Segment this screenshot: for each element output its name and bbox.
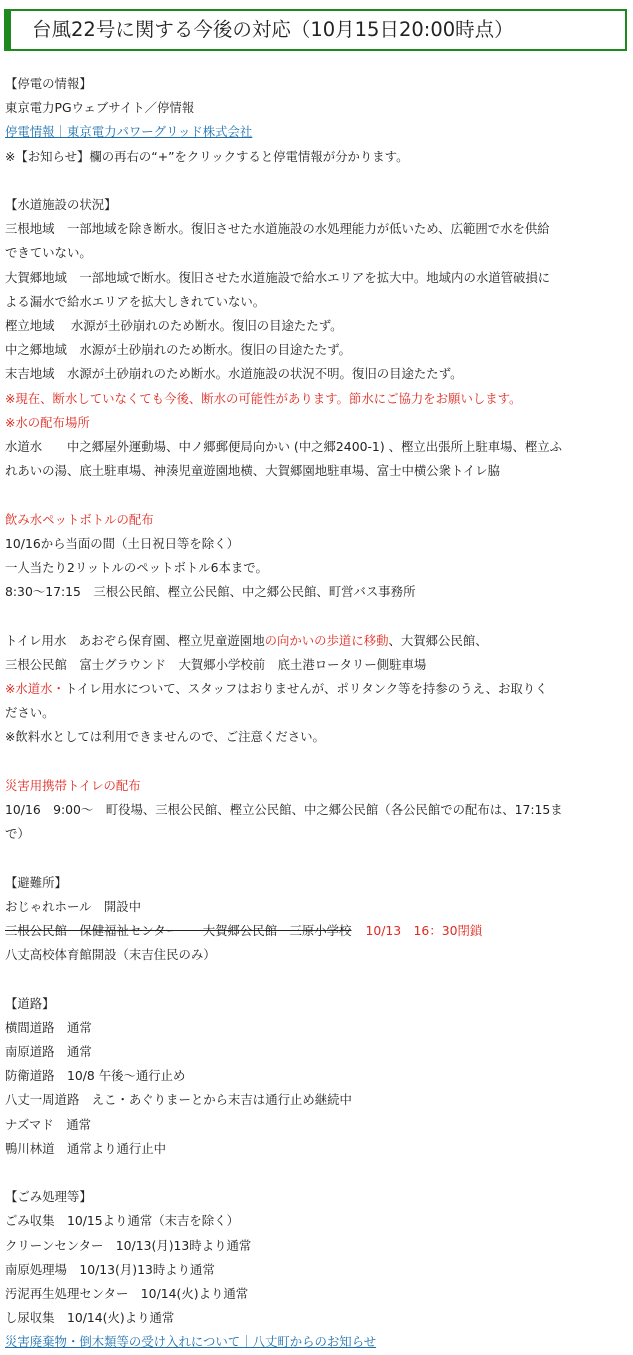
water-status-line: 大賀郷地域 一部地域で断水。復旧させた水道施設で給水エリアを拡大中。地域内の水道管破損に	[5, 269, 551, 285]
water-status-line: 樫立地域 水源が土砂崩れのため断水。復旧の目途たたず。	[5, 318, 343, 334]
power-heading: 【停電の情報】	[5, 76, 92, 91]
roads-heading: 【道路】	[5, 995, 55, 1011]
toilet-water-moved-note: の向かいの歩道に移動	[264, 632, 389, 648]
toilet-water-locations: 三根公民館 富士グラウンド 大賀郷小学校前 底土港ロータリー側駐車場	[5, 656, 427, 672]
portable-toilet-line: で）	[5, 826, 30, 842]
garbage-status: ごみ収集 10/15より通常（末吉を除く）	[5, 1213, 239, 1229]
toilet-water-text: トイレ用水 あおぞら保育園、樫立児童遊園地	[5, 632, 265, 648]
bottled-water-line: 8:30〜17:15 三根公民館、樫立公民館、中之郷公民館、町営バス事務所	[5, 584, 416, 600]
water-status-line: 三根地域 一部地域を除き断水。復旧させた水道施設の水処理能力が低いため、広範囲で水を供給	[5, 221, 550, 237]
road-status: 八丈一周道路 えこ・あぐりまーとから末吉は通行止め継続中	[5, 1092, 352, 1108]
toilet-water-text: 、大賀郷公民館、	[388, 632, 488, 648]
power-source: 東京電力PGウェブサイト／停情報	[5, 100, 195, 116]
road-status: 防衛道路 10/8 午後〜通行止め	[5, 1068, 186, 1084]
toilet-water-note-cont: ださい。	[5, 705, 55, 721]
water-status-line: よる漏水で給水エリアを拡大しきれていない。	[5, 293, 266, 309]
water-status-line: 末吉地域 水源が土砂崩れのため断水。水道施設の状況不明。復旧の目途たたず。	[5, 366, 463, 382]
power-outage-link[interactable]: 停電情報｜東京電力パワーグリッド株式会社	[5, 124, 253, 140]
power-note: ※【お知らせ】欄の再右の“+”をクリックすると停電情報が分かります。	[5, 148, 409, 164]
garbage-heading: 【ごみ処理等】	[5, 1189, 92, 1205]
shelter-closed-note: 10/13 16：30閉鎖	[365, 923, 483, 939]
garbage-status: し尿収集 10/14(火)より通常	[5, 1310, 175, 1326]
toilet-water-note-red: ※水道水・	[5, 681, 65, 697]
page-title: 台風22号に関する今後の対応（10月15日20:00時点）	[32, 18, 514, 41]
road-status: ナズマド 通常	[5, 1116, 91, 1132]
garbage-status: 汚泥再生処理センター 10/14(火)より通常	[5, 1286, 249, 1302]
garbage-status: クリーンセンター 10/13(月)13時より通常	[5, 1237, 252, 1253]
portable-toilet-line: 10/16 9:00〜 町役場、三根公民館、樫立公民館、中之郷公民館（各公民館での配布は、17:15ま	[5, 802, 563, 818]
shelter-open: おじゃれホール 開設中	[5, 898, 142, 914]
shelter-open: 八丈高校体育館開設（末吉住民のみ）	[5, 947, 216, 963]
shelter-heading: 【避難所】	[5, 874, 67, 890]
disaster-waste-link[interactable]: 災害廃棄物・倒木類等の受け入れについて｜八丈町からのお知らせ	[5, 1334, 377, 1350]
garbage-status: 南原処理場 10/13(月)13時より通常	[5, 1261, 215, 1277]
shelter-closed-list: 三根公民館 保健福祉センター 大賀郷公民館 三原小学校	[5, 923, 352, 939]
road-status: 南原道路 通常	[5, 1044, 92, 1060]
title-box	[4, 9, 627, 51]
shelter-closed-line	[5, 919, 625, 943]
water-status-line: 中之郷地域 水源が土砂崩れのため断水。復旧の目途たたず。	[5, 342, 351, 358]
water-status-line: できていない。	[5, 245, 92, 261]
bottled-water-line: 一人当たり2リットルのペットボトル6本まで。	[5, 560, 268, 576]
bottled-water-line: 10/16から当面の間（土日祝日等を除く）	[5, 535, 239, 551]
water-warning: ※現在、断水していなくても今後、断水の可能性があります。節水にご協力をお願いします。	[5, 390, 522, 406]
water-heading: 【水道施設の状況】	[5, 197, 117, 212]
water-distribution-line: 水道水 中之郷屋外運動場、中ノ郷郵便局向かい (中之郷2400-1) 、樫立出張所上駐車場、樫立ふ	[5, 439, 563, 455]
toilet-water-note-text: トイレ用水について、スタッフはおりませんが、ポリタンク等を持参のうえ、お取りく	[64, 681, 548, 697]
bottled-water-heading: 飲み水ペットボトルの配布	[5, 511, 154, 527]
portable-toilet-heading: 災害用携帯トイレの配布	[5, 777, 141, 793]
water-distribution-line: れあいの湯、底土駐車場、神湊児童遊園地横、大賀郷園地駐車場、富士中横公衆トイレ脇	[5, 463, 501, 479]
road-status: 鴨川林道 通常より通行止中	[5, 1140, 167, 1156]
toilet-water-note	[5, 677, 625, 701]
road-status: 横間道路 通常	[5, 1019, 92, 1035]
article-body	[5, 72, 625, 1355]
water-distribution-heading: ※水の配布場所	[5, 414, 90, 430]
drinking-warning: ※飲料水としては利用できませんので、ご注意ください。	[5, 729, 325, 745]
toilet-water-line	[5, 629, 625, 653]
